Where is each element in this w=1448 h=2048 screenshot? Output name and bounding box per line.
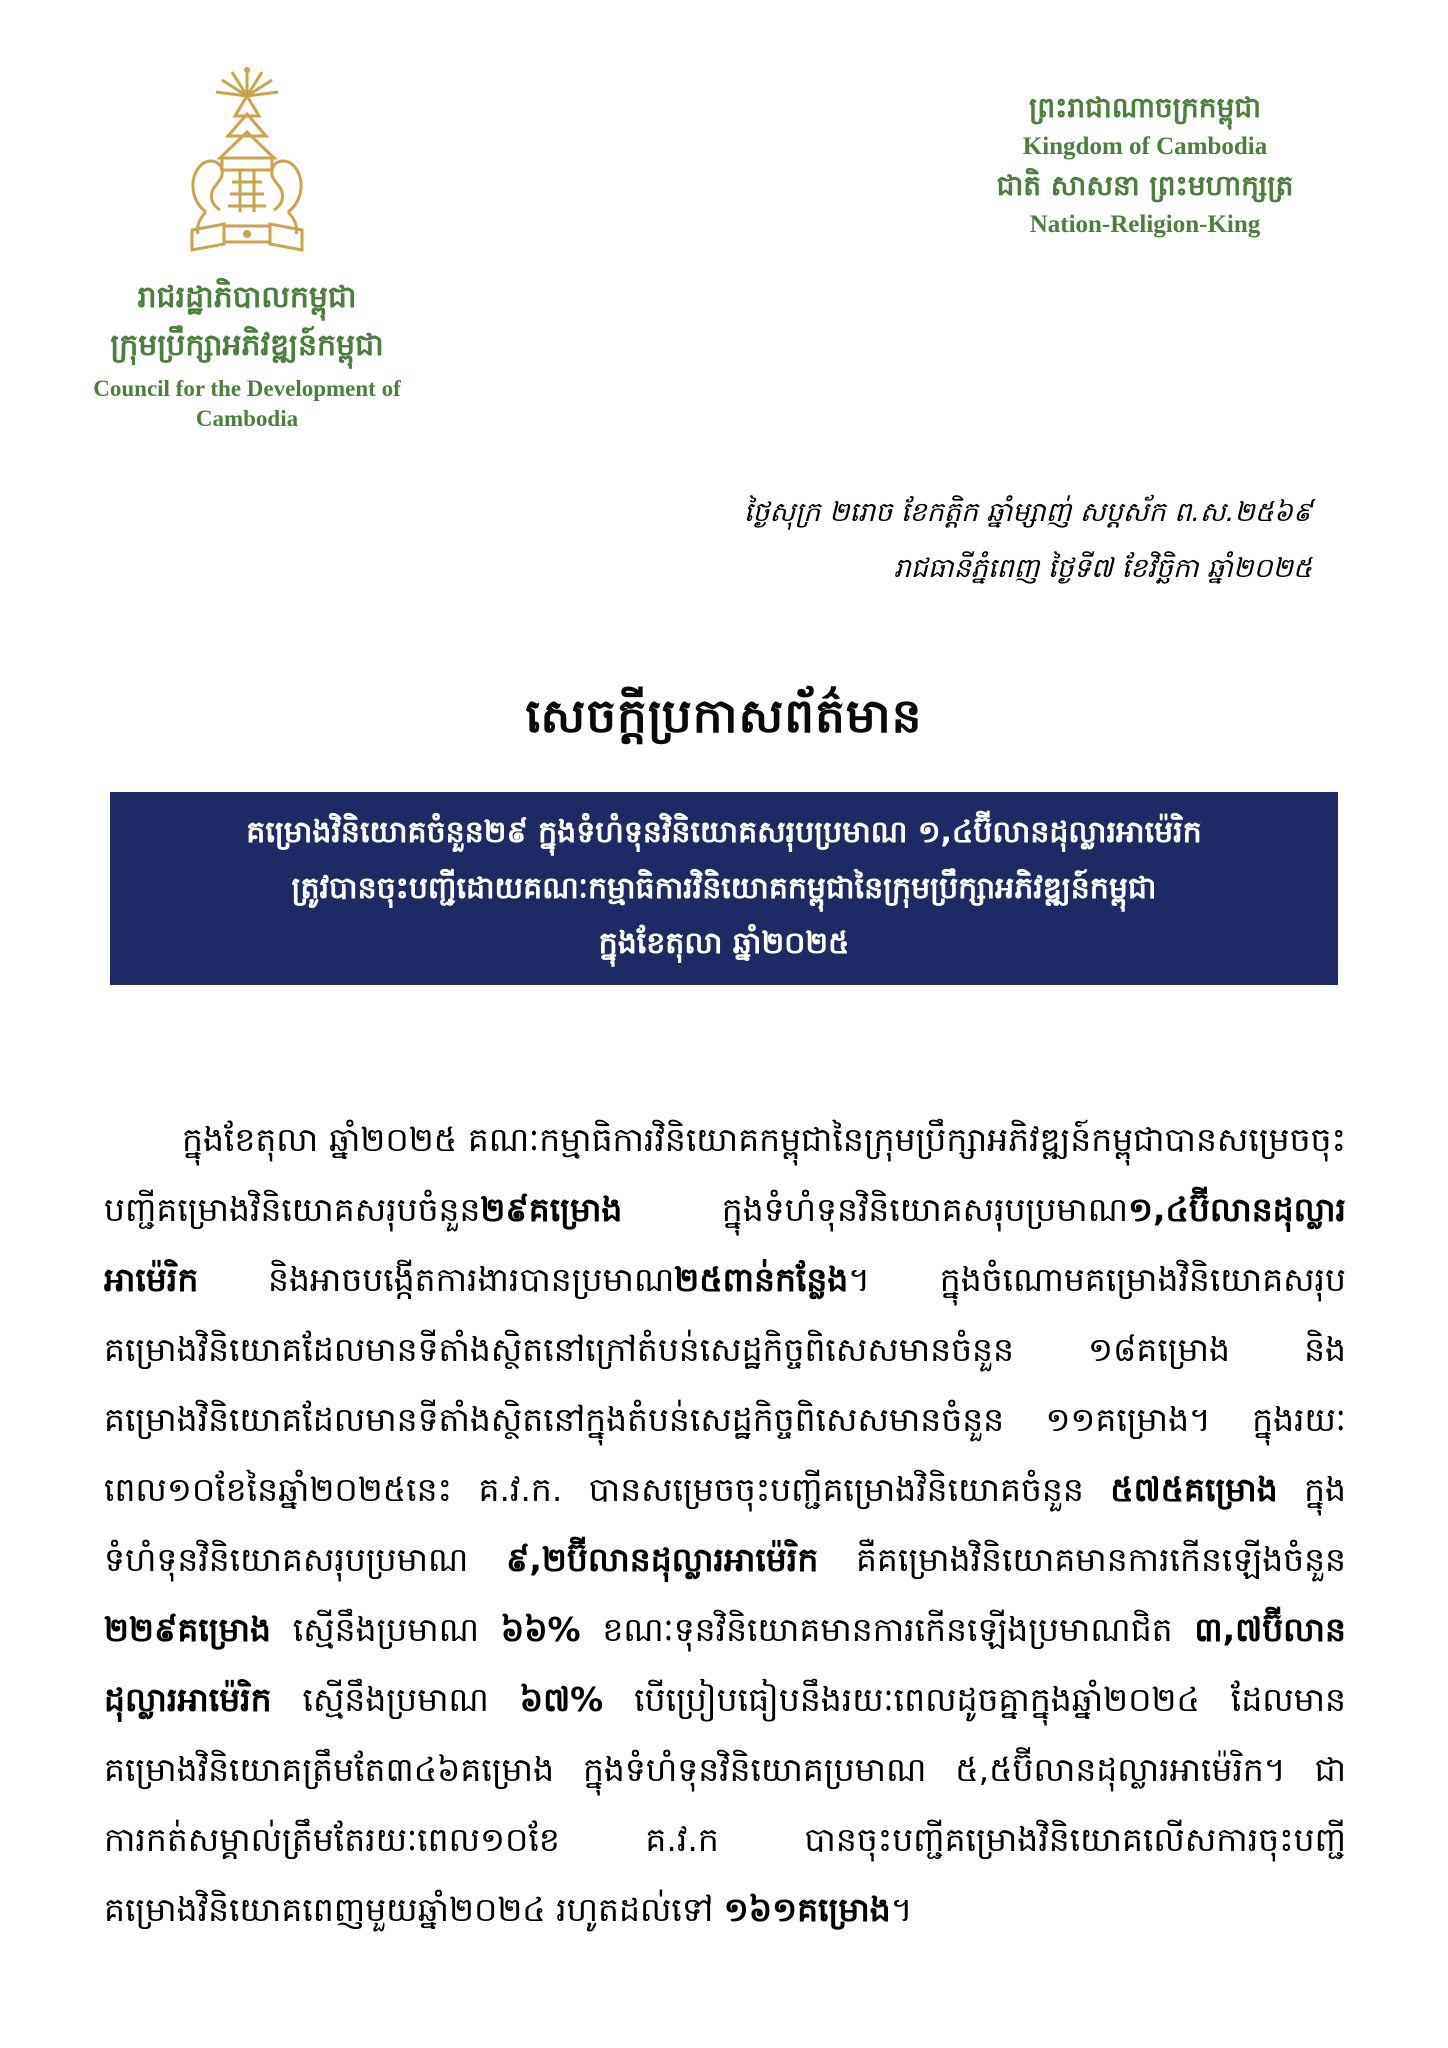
body-segment: ស្មើនឹងប្រមាណ [270,1610,501,1649]
gov-name-khmer: រាជរដ្ឋាភិបាលកម្ពុជា [137,280,357,315]
body-segment: ខណៈទុនវិនិយោគមានការកើនឡើងប្រមាណជិត [580,1610,1195,1649]
banner-line-3: ក្នុងខែតុលា ឆ្នាំ២០២៥ [598,925,850,961]
body-segment: ។ ក្នុងចំណោមគម្រោងវិនិយោគសរុប គម្រោងវិនិយោគដែលមានទីតាំងស្ថិតនៅក្រៅតំបន់សេដ្ឋកិច្ចពិសេសមានចំនួន ១៨គម្រោង និងគម្រោងវិនិយោគដែលមានទីតាំងស្ថិតនៅក្នុងតំបន់សេដ្ឋកិច្ចពិសេសមានចំនួន ១១គម្រោង។ ក្នុងរយៈពេល១០ខែនៃឆ្នាំ២០២៥នេះ គ.វ.ក. បានសម្រេចចុះបញ្ជីគម្រោងវិនិយោគចំនួន [104,1260,1346,1509]
cambodia-royal-arms-icon [162,62,332,262]
royal-arms-logo [52,62,442,266]
body-segment: ។ [890,1890,913,1929]
body-segment: ក្នុងខែតុលា ឆ្នាំ២០២៥ គណៈកម្មាធិការវិនិយោគកម្ពុជានៃក្រុមប្រឹក្សាអភិវឌ្ឍន៍កម្ពុជាបានសម្រេចចុះបញ្ជីគម្រោងវិនិយោគសរុបចំនួន [104,1120,1346,1229]
body-segment-bold: ៩,២ប៊ីលានដុល្លារអាម៉េរិក [506,1540,819,1579]
body-segment-bold: ២២៩គម្រោង [104,1610,271,1649]
body-segment-bold: ១៦១គម្រោង [723,1890,891,1929]
gregorian-date-line: រាជធានីភ្នំពេញ ថ្ងៃទី៧ ខែវិច្ឆិកា ឆ្នាំ២០២៥ [893,553,1312,584]
header-right-block [960,86,1330,242]
body-segment: ក្នុងទំហំទុនវិនិយោគសរុបប្រមាណ [104,1470,1346,1579]
body-segment: ក្នុងទំហំទុនវិនិយោគសរុបប្រមាណ [622,1190,1129,1229]
kingdom-english: Kingdom of Cambodia [1022,133,1268,160]
motto-english: Nation-Religion-King [1029,211,1261,238]
banner-line-1: គម្រោងវិនិយោគចំនួន២៩ ក្នុងទំហំទុនវិនិយោគសរុបប្រមាណ ១,៤ប៊ីលានដុល្លារអាម៉េរិក [246,815,1202,851]
body-segment-bold: ៥៧៥គម្រោង [1110,1470,1278,1509]
body-segment-bold: ៣,៧ប៊ីលានដុល្លារអាម៉េរិក [104,1610,1346,1719]
banner-line-2: ត្រូវបានចុះបញ្ជីដោយគណៈកម្មាធិការវិនិយោគកម្ពុជានៃក្រុមប្រឹក្សាអភិវឌ្ឍន៍កម្ពុជា [291,870,1157,906]
body-segment: បើប្រៀបធៀបនឹងរយៈពេលដូចគ្នាក្នុងឆ្នាំ២០២៤ ដែលមានគម្រោងវិនិយោគត្រឹមតែ៣៤៦គម្រោង ក្នុងទំហំទុនវិនិយោគប្រមាណ ៥,៥ប៊ីលានដុល្លារអាម៉េរិក។ ជាការកត់សម្គាល់ត្រឹមតែរយៈពេល១០ខែ គ.វ.ក បានចុះបញ្ជីគម្រោងវិនិយោគលើសការចុះបញ្ជីគម្រោងវិនិយោគពេញមួយឆ្នាំ២០២៤ រហូតដល់ទៅ [104,1680,1346,1929]
council-name-khmer: ក្រុមប្រឹក្សាអភិវឌ្ឍន៍កម្ពុជា [110,328,384,363]
body-segment-bold: ៦៧% [519,1680,604,1719]
council-name-english: Council for the Development of Cambodia [93,376,401,431]
page-title: សេចក្តីប្រកាសព័ត៌មាន [525,689,923,744]
body-segment-bold: ១,៤ប៊ីលានដុល្លារអាម៉េរិក [104,1190,1346,1299]
kingdom-khmer: ព្រះរាជាណាចក្រកម្ពុជា [1028,91,1261,124]
body-segment: ស្មើនឹងប្រមាណ [271,1680,520,1719]
header-left-block [52,62,442,434]
body-segment-bold: ២៩គម្រោង [480,1190,623,1229]
body-segment-bold: ៦៦% [500,1610,581,1649]
body-segment: និងអាចបង្កើតការងារបានប្រមាណ [198,1260,675,1299]
body-segment: គឺគម្រោងវិនិយោគមានការកើនឡើងចំនួន [818,1540,1346,1579]
body-paragraph [104,1105,1346,1945]
motto-khmer: ជាតិ សាសនា ព្រះមហាក្សត្រ [996,169,1294,202]
dateline-block [744,485,1312,597]
headline-banner [110,792,1338,985]
lunar-date-line: ថ្ងៃសុក្រ ២រោច ខែកត្តិក ឆ្នាំម្សាញ់ សប្តស័ក ព.ស.២៥៦៩ [743,497,1312,528]
body-segment-bold: ២៥ពាន់កន្លែង [674,1260,849,1299]
